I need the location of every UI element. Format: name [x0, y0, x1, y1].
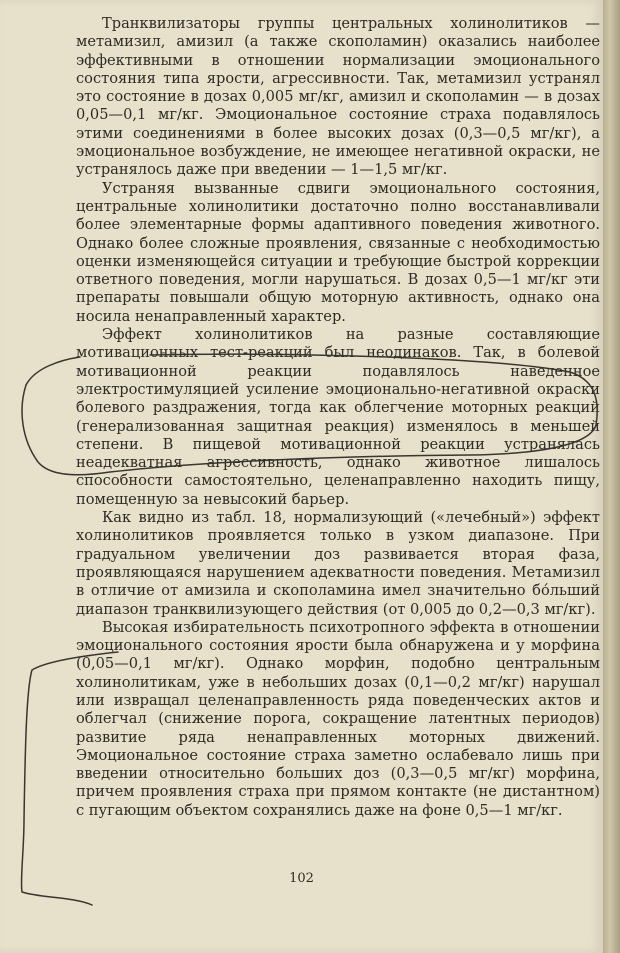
page-number: 102: [289, 871, 314, 886]
paragraph-1: Транквилизаторы группы центральных холинолитиков — метамизил, амизил (а также скополамин) оказались наиболее эффективными в отношении нормализации эмоционального состояния типа ярости, агрессивности. Так, метамизил устранял это состояние в дозах 0,005 мг/кг, амизил и скополамин — в дозах 0,05—0,1 мг/кг. Эмоциональное состояние страха подавлялось этими соединениями в более высоких дозах (0,3—0,5 мг/кг), а эмоциональное возбуждение, не имеющее негативной окраски, не устранялось даже при введении — 1—1,5 мг/кг.: [76, 15, 600, 179]
paragraph-3: Эффект холинолитиков на разные составляющие мотивационных тест-реакций был неодинаков. Так, в болевой мотивационной реакции подавлялось наведенное электростимуляцией усиление эмоционально-негативной окраски болевого раздражения, тогда как облегчение моторных реакций (генерализованная защитная реакция) изменялось в меньшей степени. В пищевой мотивационной реакции устранялась неадекватная агрессивность, однако животное лишалось способности самостоятельно, целенаправленно находить пищу, помещенную за невысокий барьер.: [76, 326, 600, 508]
paragraph-2: Устраняя вызванные сдвиги эмоционального состояния, центральные холинолитики достаточно полно восстанавливали более элементарные формы адаптивного поведения животного. Однако более сложные проявления, связанные с необходимостью оценки изменяющейся ситуации и требующие быстрой коррекции ответного поведения, могли нарушаться. В дозах 0,5—1 мг/кг эти препараты повышали общую моторную активность, однако она носила ненаправленный характер.: [76, 179, 600, 325]
body-text: [76, 15, 600, 820]
paragraph-4: Как видно из табл. 18, нормализующий («лечебный») эффект холинолитиков проявляется только в узком диапазоне. При градуальном увеличении доз развивается вторая фаза, проявляющаяся нарушением адекватности поведения. Метамизил в отличие от амизила и скополамина имел значительно бо́льший диапазон транквилизующего действия (от 0,005 до 0,2—0,3 мг/кг).: [76, 509, 600, 618]
page-edge: [603, 0, 620, 953]
paragraph-5: Высокая избирательность психотропного эффекта в отношении эмоционального состояния ярости была обнаружена и у морфина (0,05—0,1 мг/кг). Однако морфин, подобно центральным холинолитикам, уже в небольших дозах (0,1—0,2 мг/кг) нарушал или извращал целенаправленность ряда поведенческих актов и облегчал (снижение порога, сокращение латентных периодов) развитие ряда ненаправленных моторных движений. Эмоциональное состояние страха заметно ослабевало лишь при введении относительно больших доз (0,3—0,5 мг/кг) морфина, причем проявления страха при прямом контакте (не дистантном) с пугающим объектом сохранялись даже на фоне 0,5—1 мг/кг.: [76, 618, 600, 819]
